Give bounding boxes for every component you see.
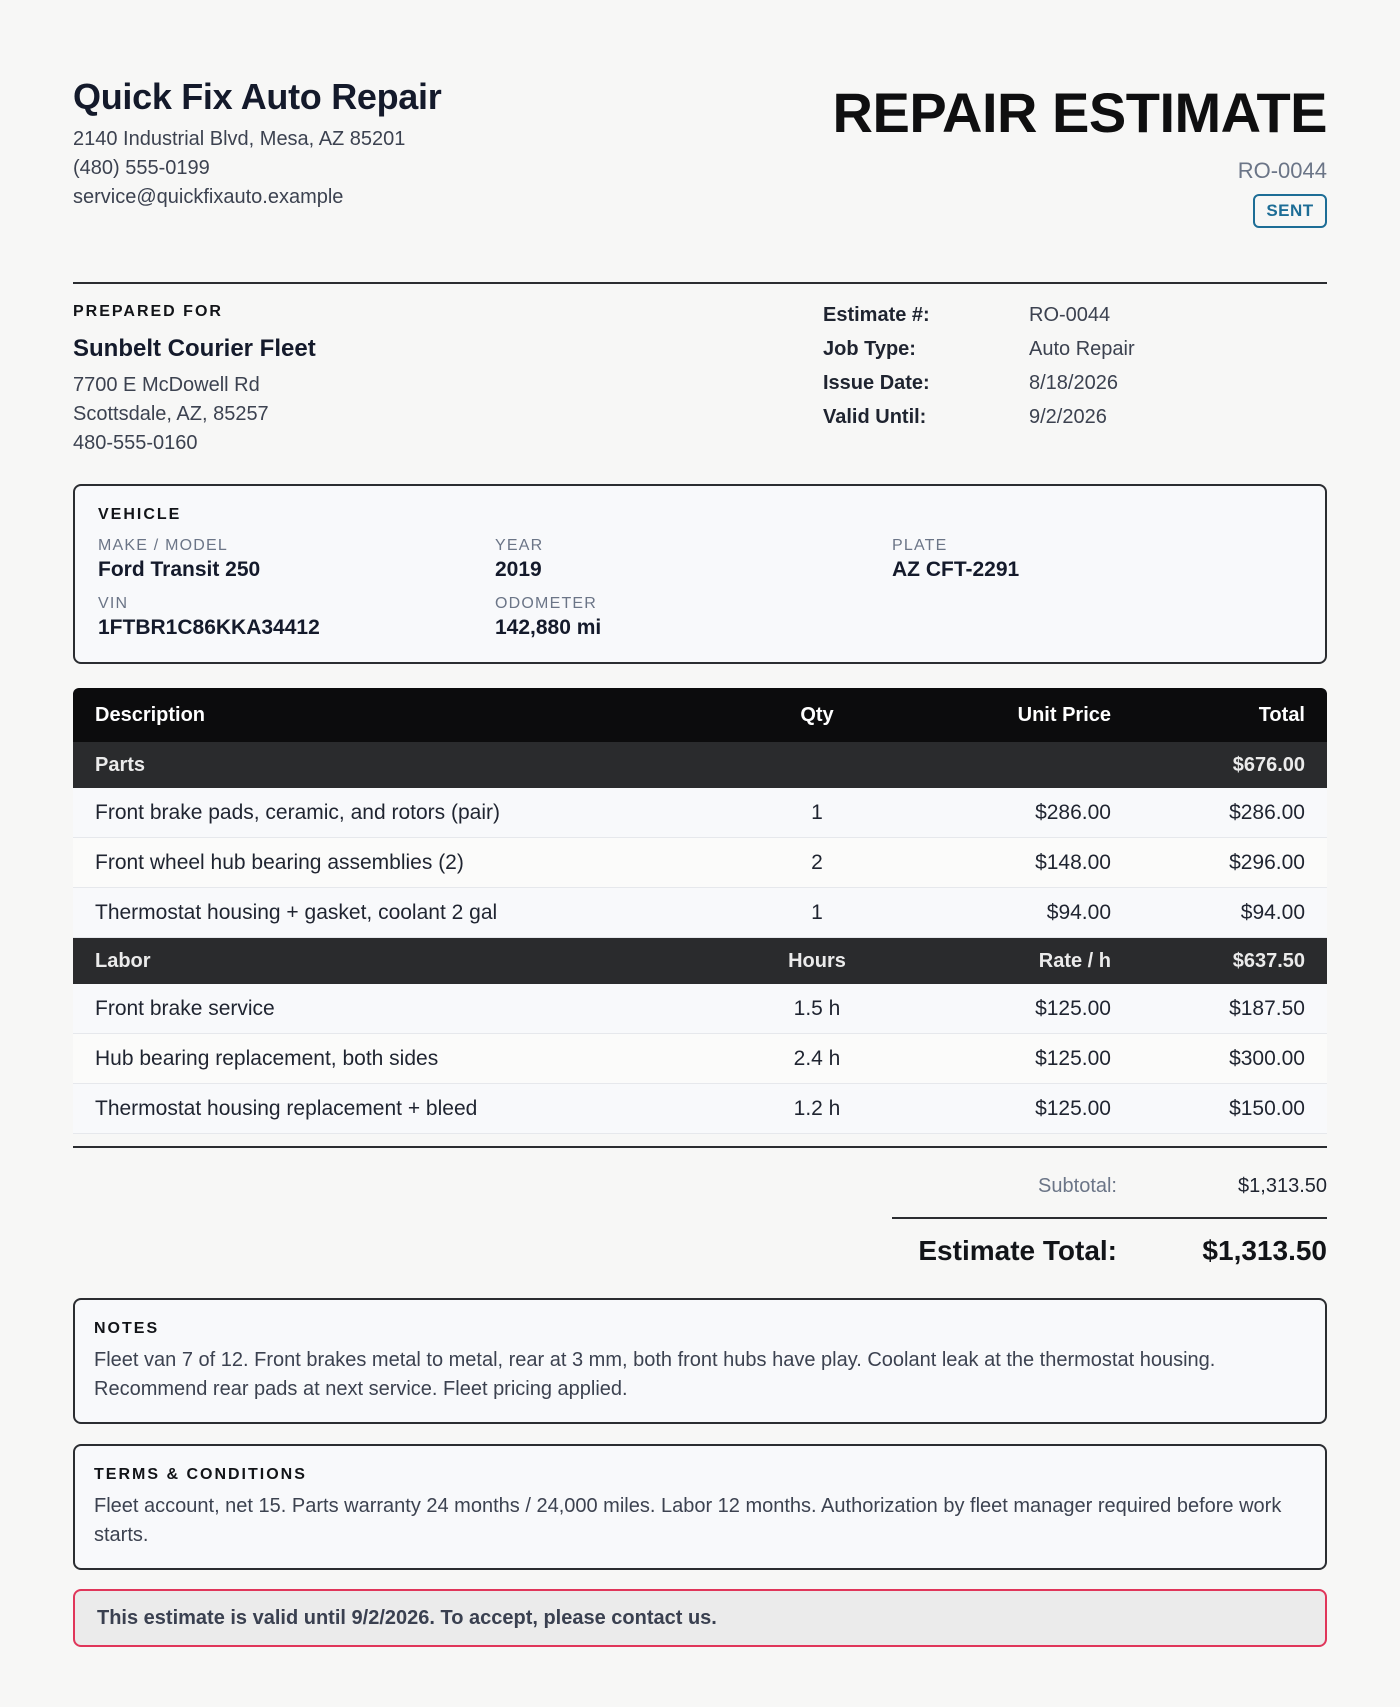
row-qty: 1 (735, 888, 899, 938)
client-street: 7700 E McDowell Rd (73, 374, 260, 396)
row-description: Thermostat housing + gasket, coolant 2 gal (73, 888, 735, 938)
business-address: 2140 Industrial Blvd, Mesa, AZ 85201 (73, 128, 406, 150)
row-total: $286.00 (1133, 788, 1327, 838)
row-total: $187.50 (1133, 984, 1327, 1034)
meta-key: Issue Date: (823, 372, 930, 394)
prepared-for-label: PREPARED FOR (73, 303, 223, 320)
table-row (73, 1084, 1327, 1134)
status-badge: SENT (1253, 194, 1327, 228)
vehicle-plate (892, 537, 1019, 582)
meta-value: 9/2/2026 (1029, 406, 1107, 428)
year-value: 2019 (495, 558, 542, 581)
row-total: $94.00 (1133, 888, 1327, 938)
estimate-content (73, 0, 1327, 1629)
table-row (73, 888, 1327, 938)
vehicle-odometer (495, 595, 601, 640)
client-phone: 480-555-0160 (73, 432, 198, 454)
client-city: Scottsdale, AZ, 85257 (73, 403, 269, 425)
parts-group-row (73, 742, 1327, 788)
subtotal-label: Subtotal: (1038, 1175, 1117, 1197)
header-qty: Qty (735, 688, 899, 742)
row-qty: 1 (735, 788, 899, 838)
vehicle-make-model (98, 537, 260, 582)
row-qty: 2 (735, 838, 899, 888)
client-name: Sunbelt Courier Fleet (73, 335, 316, 362)
subtotal-value: $1,313.50 (1238, 1175, 1327, 1197)
row-unit-price: $148.00 (899, 838, 1133, 888)
row-rate: $125.00 (899, 1084, 1133, 1134)
row-description: Front brake pads, ceramic, and rotors (pair) (73, 788, 735, 838)
make-model-value: Ford Transit 250 (98, 558, 261, 581)
table-row (73, 1034, 1327, 1084)
parts-group-total: $676.00 (1133, 742, 1327, 788)
parties-section (73, 284, 1327, 484)
row-total: $296.00 (1133, 838, 1327, 888)
table-header-row (73, 688, 1327, 742)
labor-group-label: Labor (73, 938, 735, 985)
business-name: Quick Fix Auto Repair (73, 76, 442, 117)
table-divider (73, 1146, 1327, 1148)
labor-hours-header: Hours (735, 938, 899, 985)
labor-group-total: $637.50 (1133, 938, 1327, 985)
vehicle-year (495, 537, 543, 582)
row-description: Hub bearing replacement, both sides (73, 1034, 735, 1084)
header-description: Description (73, 688, 735, 742)
validity-notice: This estimate is valid until 9/2/2026. To accept, please contact us. (73, 1589, 1327, 1647)
row-hours: 1.5 h (735, 984, 899, 1034)
year-label: YEAR (495, 537, 544, 554)
row-total: $300.00 (1133, 1034, 1327, 1084)
vin-value: 1FTBR1C86KKA34412 (98, 616, 320, 639)
plate-label: PLATE (892, 537, 948, 554)
vin-label: VIN (98, 595, 129, 612)
parts-group-label: Parts (73, 742, 735, 788)
estimate-total-value: $1,313.50 (1202, 1235, 1327, 1266)
document-number: RO-0044 (1237, 158, 1327, 183)
meta-key: Valid Until: (823, 406, 927, 428)
meta-key: Estimate #: (823, 304, 930, 326)
make-model-label: MAKE / MODEL (98, 537, 228, 554)
table-row (73, 838, 1327, 888)
document-header (73, 0, 1327, 284)
meta-value: Auto Repair (1029, 338, 1135, 360)
meta-key: Job Type: (823, 338, 916, 360)
notes-box (73, 1298, 1327, 1424)
notes-text: Fleet van 7 of 12. Front brakes metal to metal, rear at 3 mm, both front hubs have play. Coolant leak at the thermostat housing. Recommend rear pads at next service. Fleet pricing applied. (94, 1349, 1216, 1400)
meta-value: 8/18/2026 (1029, 372, 1118, 394)
header-unit-price: Unit Price (899, 688, 1133, 742)
estimate-total-label: Estimate Total: (918, 1235, 1117, 1266)
table-row (73, 984, 1327, 1034)
row-unit-price: $286.00 (899, 788, 1133, 838)
row-description: Front brake service (73, 984, 735, 1034)
table-row (73, 788, 1327, 838)
header-total: Total (1133, 688, 1327, 742)
notes-label: NOTES (94, 1320, 160, 1337)
row-rate: $125.00 (899, 1034, 1133, 1084)
row-hours: 2.4 h (735, 1034, 899, 1084)
terms-label: TERMS & CONDITIONS (94, 1466, 307, 1483)
row-hours: 1.2 h (735, 1084, 899, 1134)
plate-value: AZ CFT-2291 (892, 558, 1020, 581)
vehicle-box (73, 484, 1327, 664)
parts-group-qty (735, 742, 899, 788)
vehicle-vin (98, 595, 320, 640)
labor-rate-header: Rate / h (899, 938, 1133, 985)
row-description: Front wheel hub bearing assemblies (2) (73, 838, 735, 888)
terms-box (73, 1444, 1327, 1570)
labor-group-row (73, 938, 1327, 985)
row-unit-price: $94.00 (899, 888, 1133, 938)
line-items-table (73, 688, 1327, 1134)
business-phone: (480) 555-0199 (73, 157, 210, 179)
row-description: Thermostat housing replacement + bleed (73, 1084, 735, 1134)
vehicle-label: VEHICLE (98, 506, 182, 523)
row-rate: $125.00 (899, 984, 1133, 1034)
document-title: REPAIR ESTIMATE (832, 81, 1327, 144)
total-divider (892, 1217, 1327, 1219)
meta-value: RO-0044 (1029, 304, 1111, 326)
row-total: $150.00 (1133, 1084, 1327, 1134)
business-email: service@quickfixauto.example (73, 186, 344, 208)
odometer-label: ODOMETER (495, 595, 598, 612)
terms-text: Fleet account, net 15. Parts warranty 24 months / 24,000 miles. Labor 12 months. Authorization by fleet manager required before work starts. (94, 1495, 1282, 1546)
odometer-value: 142,880 mi (495, 616, 602, 639)
parts-group-unit (899, 742, 1133, 788)
